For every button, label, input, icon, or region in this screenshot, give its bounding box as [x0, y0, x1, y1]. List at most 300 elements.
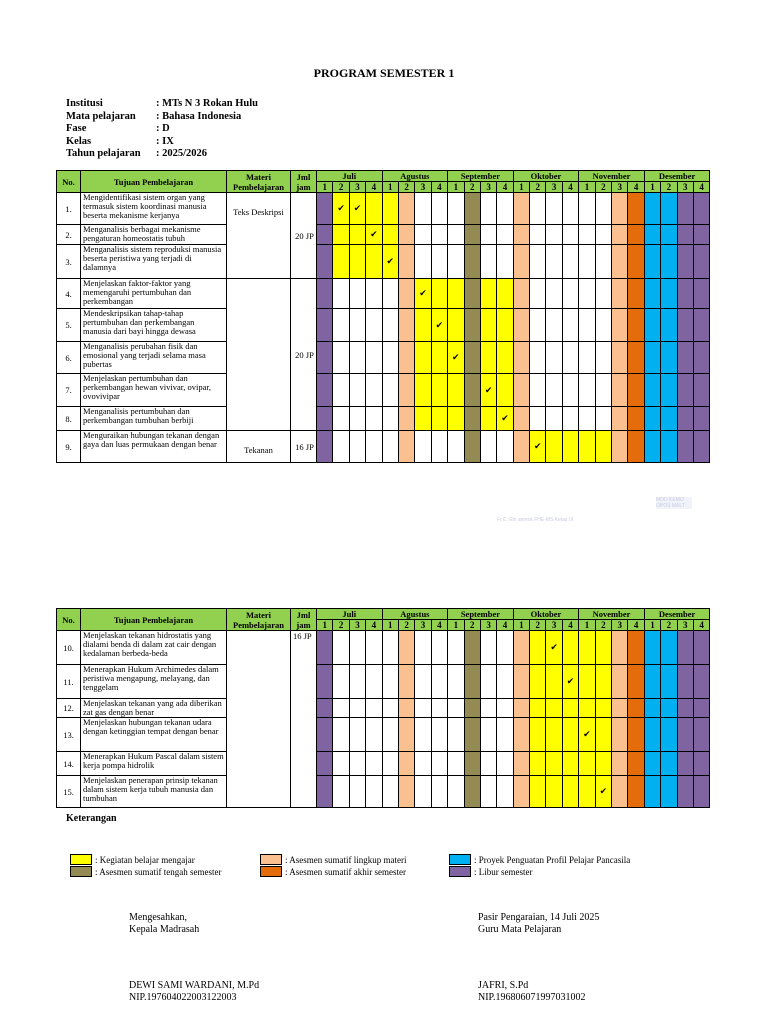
header-month: September	[448, 609, 514, 620]
week-cell	[546, 665, 562, 699]
week-cell	[530, 718, 546, 752]
header-jml: Jml jam	[291, 171, 317, 193]
week-cell	[349, 193, 365, 225]
week-cell	[628, 752, 644, 776]
week-cell	[431, 407, 447, 431]
week-cell	[431, 631, 447, 665]
week-cell	[317, 752, 333, 776]
week-cell	[480, 245, 496, 279]
info-value: : Bahasa Indonesia	[156, 110, 242, 122]
week-cell	[317, 279, 333, 309]
week-cell	[349, 245, 365, 279]
learning-objective: Mendeskripsikan tahap-tahap pertumbuhan dan perkembangan manusia dari bayi hingga dewasa	[81, 309, 227, 342]
info-row	[66, 98, 258, 111]
week-cell	[595, 407, 611, 431]
legend	[66, 813, 117, 826]
week-cell	[693, 225, 709, 245]
week-cell	[448, 776, 464, 808]
week-cell	[579, 752, 595, 776]
week-cell	[661, 225, 677, 245]
week-cell	[431, 279, 447, 309]
check-icon: ✔	[550, 642, 558, 652]
week-cell	[349, 776, 365, 808]
week-cell	[366, 718, 382, 752]
schedule-table-1	[56, 170, 710, 463]
week-cell	[448, 374, 464, 407]
legend-label: : Proyek Penguatan Profil Pelajar Pancasila	[474, 854, 631, 865]
week-cell	[349, 752, 365, 776]
week-cell	[480, 407, 496, 431]
legend-label: : Asesmen sumatif tengah semester	[95, 866, 222, 877]
table-row	[57, 374, 710, 407]
week-cell	[612, 699, 628, 718]
week-cell	[562, 193, 578, 225]
header-week: 2	[333, 182, 349, 193]
week-cell	[579, 193, 595, 225]
week-cell	[398, 752, 414, 776]
week-cell	[677, 431, 693, 463]
week-cell	[513, 665, 529, 699]
week-cell	[497, 279, 513, 309]
row-number: 3.	[57, 245, 81, 279]
week-cell	[693, 342, 709, 374]
week-cell	[497, 752, 513, 776]
header-week: 1	[579, 182, 595, 193]
week-cell	[562, 665, 578, 699]
table-row	[57, 342, 710, 374]
table-row	[57, 309, 710, 342]
week-cell	[415, 776, 431, 808]
week-cell	[693, 718, 709, 752]
table-row	[57, 431, 710, 463]
week-cell	[333, 374, 349, 407]
week-cell	[333, 699, 349, 718]
faint-footer-text: Fr.C: Ein anmok FHE-MS Kelas IX	[497, 517, 574, 523]
week-cell	[530, 631, 546, 665]
header-week: 4	[693, 620, 709, 631]
header-tujuan: Tujuan Pembelajaran	[81, 171, 227, 193]
learning-objective: Mengidentifikasi sistem organ yang termasuk sistem koordinasi manusia beserta mekanisme kerjanya	[81, 193, 227, 225]
week-cell	[317, 225, 333, 245]
legend-title: Keterangan	[66, 813, 117, 824]
header-month: Desember	[644, 609, 710, 620]
week-cell	[595, 245, 611, 279]
week-cell	[693, 752, 709, 776]
week-cell	[366, 279, 382, 309]
week-cell	[661, 193, 677, 225]
week-cell	[382, 374, 398, 407]
week-cell	[480, 631, 496, 665]
week-cell	[448, 752, 464, 776]
week-cell	[579, 665, 595, 699]
week-cell	[415, 718, 431, 752]
week-cell	[579, 431, 595, 463]
table-row	[57, 407, 710, 431]
week-cell	[382, 665, 398, 699]
week-cell	[579, 776, 595, 808]
header-week: 3	[546, 620, 562, 631]
legend-label: : Libur semester	[474, 866, 533, 877]
week-cell	[431, 193, 447, 225]
week-cell	[677, 342, 693, 374]
week-cell	[693, 665, 709, 699]
week-cell	[415, 374, 431, 407]
week-cell	[693, 309, 709, 342]
week-cell	[317, 407, 333, 431]
row-number: 6.	[57, 342, 81, 374]
week-cell	[464, 374, 480, 407]
week-cell	[513, 193, 529, 225]
week-cell	[464, 752, 480, 776]
learning-objective: Menjelaskan tekanan hidrostatis yang dialami benda di dalam zat cair dengan kedalaman berbeda-beda	[81, 631, 227, 665]
hours-cell: 16 JP	[291, 431, 317, 463]
legend-item	[70, 854, 195, 865]
identity-block	[66, 98, 258, 161]
week-cell	[644, 279, 660, 309]
table-row	[57, 631, 710, 665]
week-cell	[366, 752, 382, 776]
week-cell	[530, 193, 546, 225]
header-month: September	[448, 171, 514, 182]
header-jml: Jml jam	[291, 609, 317, 631]
week-cell	[579, 245, 595, 279]
header-week: 4	[431, 182, 447, 193]
check-icon: ✔	[501, 413, 509, 423]
table-row	[57, 225, 710, 245]
week-cell	[546, 279, 562, 309]
week-cell	[530, 431, 546, 463]
week-cell	[562, 718, 578, 752]
week-cell	[480, 776, 496, 808]
material-cell	[227, 631, 291, 808]
week-cell	[612, 279, 628, 309]
week-cell	[612, 374, 628, 407]
week-cell	[398, 342, 414, 374]
week-cell	[677, 631, 693, 665]
week-cell	[546, 699, 562, 718]
week-cell	[464, 407, 480, 431]
week-cell	[382, 193, 398, 225]
learning-objective: Menjelaskan pertumbuhan dan perkembangan hewan vivivar, ovipar, ovovivipar	[81, 374, 227, 407]
week-cell	[480, 699, 496, 718]
week-cell	[595, 776, 611, 808]
week-cell	[448, 193, 464, 225]
week-cell	[628, 665, 644, 699]
row-number: 13.	[57, 718, 81, 752]
week-cell	[595, 342, 611, 374]
schedule-table-2	[56, 608, 710, 808]
row-number: 14.	[57, 752, 81, 776]
table-row	[57, 665, 710, 699]
week-cell	[644, 407, 660, 431]
headmaster-nip: NIP.197604022003122003	[129, 992, 237, 1003]
week-cell	[366, 631, 382, 665]
week-cell	[661, 279, 677, 309]
week-cell	[398, 407, 414, 431]
week-cell	[398, 776, 414, 808]
header-week: 1	[317, 182, 333, 193]
week-cell	[530, 374, 546, 407]
table-row	[57, 752, 710, 776]
week-cell	[497, 374, 513, 407]
week-cell	[464, 699, 480, 718]
week-cell	[497, 342, 513, 374]
row-number: 8.	[57, 407, 81, 431]
week-cell	[677, 374, 693, 407]
week-cell	[628, 374, 644, 407]
week-cell	[317, 665, 333, 699]
header-month: Agustus	[382, 609, 448, 620]
header-week: 3	[612, 620, 628, 631]
legend-item	[449, 854, 630, 865]
legend-swatch	[70, 854, 92, 865]
week-cell	[513, 752, 529, 776]
week-cell	[497, 407, 513, 431]
week-cell	[431, 342, 447, 374]
week-cell	[562, 407, 578, 431]
week-cell	[448, 309, 464, 342]
week-cell	[677, 407, 693, 431]
headmaster-signature	[129, 980, 259, 1004]
week-cell	[431, 699, 447, 718]
week-cell	[382, 309, 398, 342]
week-cell	[415, 431, 431, 463]
week-cell	[480, 342, 496, 374]
week-cell	[546, 407, 562, 431]
learning-objective: Menjelaskan faktor-faktor yang memengaruhi pertumbuhan dan perkembangan	[81, 279, 227, 309]
info-value: : MTs N 3 Rokan Hulu	[156, 98, 259, 109]
week-cell	[317, 309, 333, 342]
week-cell	[448, 279, 464, 309]
week-cell	[382, 699, 398, 718]
week-cell	[595, 665, 611, 699]
week-cell	[612, 718, 628, 752]
week-cell	[628, 279, 644, 309]
week-cell	[398, 374, 414, 407]
week-cell	[546, 718, 562, 752]
week-cell	[661, 374, 677, 407]
week-cell	[562, 279, 578, 309]
info-value: : D	[156, 123, 170, 134]
week-cell	[595, 309, 611, 342]
hours-cell: 20 JP	[291, 279, 317, 431]
check-icon: ✔	[435, 319, 444, 330]
header-week: 1	[513, 182, 529, 193]
header-month: Desember	[644, 171, 710, 182]
legend-label: : Asesmen sumatif lingkup materi	[285, 854, 407, 865]
table-row	[57, 245, 710, 279]
week-cell	[546, 431, 562, 463]
week-cell	[464, 279, 480, 309]
week-cell	[661, 699, 677, 718]
legend-swatch	[260, 854, 282, 865]
week-cell	[448, 225, 464, 245]
learning-objective: Menganalisis perubahan fisik dan emosional yang terjadi selama masa pubertas	[81, 342, 227, 374]
row-number: 12.	[57, 699, 81, 718]
info-label: Kelas	[66, 135, 92, 147]
week-cell	[317, 193, 333, 225]
header-week: 1	[644, 182, 660, 193]
week-cell	[513, 309, 529, 342]
week-cell	[415, 309, 431, 342]
row-number: 15.	[57, 776, 81, 808]
week-cell	[644, 718, 660, 752]
week-cell	[464, 342, 480, 374]
week-cell	[530, 752, 546, 776]
week-cell	[644, 699, 660, 718]
header-week: 4	[562, 620, 578, 631]
week-cell	[612, 776, 628, 808]
week-cell	[579, 631, 595, 665]
check-icon: ✔	[452, 352, 460, 362]
material-cell	[227, 279, 291, 431]
header-week: 4	[693, 182, 709, 193]
row-number: 7.	[57, 374, 81, 407]
header-week: 4	[497, 182, 513, 193]
week-cell	[317, 631, 333, 665]
header-week: 4	[497, 620, 513, 631]
week-cell	[349, 225, 365, 245]
week-cell	[677, 279, 693, 309]
week-cell	[562, 309, 578, 342]
legend-item	[260, 854, 406, 865]
week-cell	[612, 342, 628, 374]
week-cell	[612, 309, 628, 342]
week-cell	[317, 431, 333, 463]
week-cell	[612, 752, 628, 776]
legend-item	[260, 866, 406, 877]
material-cell: Tekanan	[227, 431, 291, 463]
week-cell	[562, 631, 578, 665]
week-cell	[644, 752, 660, 776]
legend-swatch	[260, 866, 282, 877]
week-cell	[349, 718, 365, 752]
week-cell	[464, 193, 480, 225]
info-value: : 2025/2026	[156, 148, 208, 159]
header-week: 2	[333, 620, 349, 631]
teacher-name: JAFRI, S.Pd	[478, 980, 529, 991]
week-cell	[497, 665, 513, 699]
week-cell	[513, 431, 529, 463]
headmaster-name: DEWI SAMI WARDANI, M.Pd	[129, 980, 260, 991]
header-week: 3	[677, 182, 693, 193]
week-cell	[513, 631, 529, 665]
week-cell	[628, 776, 644, 808]
week-cell	[333, 718, 349, 752]
week-cell	[612, 245, 628, 279]
legend-item	[449, 866, 532, 877]
week-cell	[317, 245, 333, 279]
week-cell	[448, 342, 464, 374]
week-cell	[431, 752, 447, 776]
table-row	[57, 699, 710, 718]
week-cell	[349, 279, 365, 309]
week-cell	[513, 407, 529, 431]
approval-role: Kepala Madrasah	[129, 924, 200, 935]
header-month: Juli	[317, 609, 383, 620]
week-cell	[579, 225, 595, 245]
week-cell	[546, 245, 562, 279]
week-cell	[480, 225, 496, 245]
week-cell	[497, 776, 513, 808]
week-cell	[382, 431, 398, 463]
week-cell	[480, 374, 496, 407]
week-cell	[644, 342, 660, 374]
week-cell	[628, 245, 644, 279]
week-cell	[612, 431, 628, 463]
check-icon: ✔	[599, 786, 608, 796]
week-cell	[382, 342, 398, 374]
learning-objective: Menganalisis sistem reproduksi manusia beserta peristiwa yang terjadi di dalamnya	[81, 245, 227, 279]
week-cell	[562, 752, 578, 776]
week-cell	[333, 431, 349, 463]
header-no: No.	[57, 609, 81, 631]
week-cell	[644, 665, 660, 699]
header-week: 3	[415, 182, 431, 193]
header-week: 1	[513, 620, 529, 631]
learning-objective: Menerapkan Hukum Pascal dalam sistem kerja pompa hidrolik	[81, 752, 227, 776]
week-cell	[366, 309, 382, 342]
header-week: 4	[628, 182, 644, 193]
legend-label: : Kegiatan belajar mengajar	[95, 854, 195, 865]
week-cell	[562, 225, 578, 245]
week-cell	[530, 342, 546, 374]
row-number: 11.	[57, 665, 81, 699]
info-row	[66, 123, 258, 136]
week-cell	[415, 752, 431, 776]
week-cell	[366, 699, 382, 718]
check-icon: ✔	[583, 729, 591, 739]
info-value: : IX	[156, 135, 174, 147]
week-cell	[497, 309, 513, 342]
week-cell	[398, 193, 414, 225]
header-week: 3	[349, 620, 365, 631]
week-cell	[530, 407, 546, 431]
header-week: 3	[480, 182, 496, 193]
header-month: Juli	[317, 171, 383, 182]
learning-objective: Menjelaskan hubungan tekanan udara dengan ketinggian tempat dengan benar	[81, 718, 227, 752]
week-cell	[628, 342, 644, 374]
week-cell	[431, 225, 447, 245]
row-number: 1.	[57, 193, 81, 225]
week-cell	[513, 776, 529, 808]
week-cell	[398, 718, 414, 752]
week-cell	[579, 342, 595, 374]
week-cell	[546, 193, 562, 225]
week-cell	[579, 407, 595, 431]
info-label: Institusi	[66, 98, 103, 109]
page-title: PROGRAM SEMESTER 1	[313, 66, 455, 80]
header-month: Oktober	[513, 609, 579, 620]
week-cell	[333, 225, 349, 245]
info-label: Mata pelajaran	[66, 110, 136, 122]
week-cell	[579, 279, 595, 309]
week-cell	[693, 407, 709, 431]
week-cell	[562, 699, 578, 718]
week-cell	[333, 665, 349, 699]
week-cell	[677, 225, 693, 245]
week-cell	[513, 279, 529, 309]
row-number: 10.	[57, 631, 81, 665]
week-cell	[398, 431, 414, 463]
week-cell	[480, 431, 496, 463]
week-cell	[530, 245, 546, 279]
week-cell	[464, 631, 480, 665]
header-week: 2	[595, 182, 611, 193]
week-cell	[530, 225, 546, 245]
week-cell	[464, 245, 480, 279]
week-cell	[628, 309, 644, 342]
